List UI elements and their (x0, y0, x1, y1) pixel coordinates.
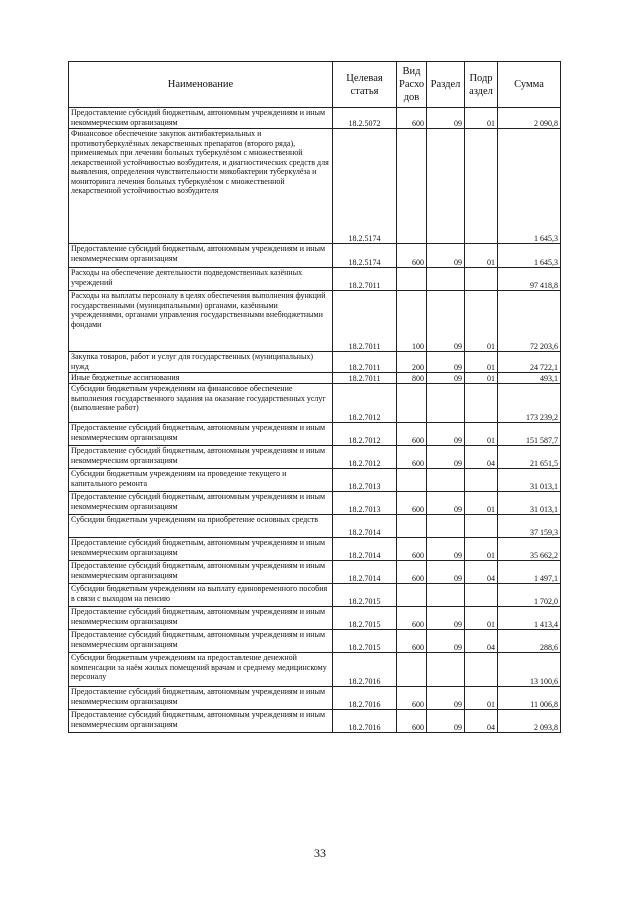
cell-section (427, 515, 465, 538)
cell-expense-type: 600 (397, 492, 427, 515)
table-row (69, 492, 561, 515)
cell-subsection (465, 469, 498, 492)
cell-subsection: 01 (465, 423, 498, 446)
cell-name: Субсидии бюджетным учреждениям на проведение текущего и капитального ремонта (69, 469, 333, 492)
cell-sum: 1 702,0 (498, 584, 561, 607)
cell-section (427, 268, 465, 291)
header-section: Раздел (427, 62, 465, 108)
cell-article: 18.2.7013 (333, 469, 397, 492)
cell-subsection: 01 (465, 373, 498, 384)
table-row (69, 352, 561, 373)
cell-name: Предоставление субсидий бюджетным, автономным учреждениям и иным некоммерческим организациям (69, 423, 333, 446)
table-row (69, 515, 561, 538)
cell-article: 18.2.7016 (333, 710, 397, 733)
cell-sum: 31 013,1 (498, 492, 561, 515)
cell-sum: 288,6 (498, 630, 561, 653)
cell-section: 09 (427, 607, 465, 630)
cell-name: Предоставление субсидий бюджетным, автономным учреждениям и иным некоммерческим организациям (69, 687, 333, 710)
cell-sum: 31 013,1 (498, 469, 561, 492)
cell-expense-type: 800 (397, 373, 427, 384)
cell-subsection: 01 (465, 291, 498, 352)
table-row (69, 584, 561, 607)
cell-section (427, 469, 465, 492)
cell-name: Расходы на обеспечение деятельности подведомственных казённых учреждений (69, 268, 333, 291)
cell-expense-type: 200 (397, 352, 427, 373)
cell-section: 09 (427, 423, 465, 446)
cell-article: 18.2.7015 (333, 630, 397, 653)
cell-subsection: 01 (465, 244, 498, 268)
cell-expense-type: 600 (397, 710, 427, 733)
cell-expense-type (397, 584, 427, 607)
cell-name: Предоставление субсидий бюджетным, автономным учреждениям и иным некоммерческим организациям (69, 538, 333, 561)
cell-name: Предоставление субсидий бюджетным, автономным учреждениям и иным некоммерческим организациям (69, 607, 333, 630)
table-row (69, 423, 561, 446)
cell-section: 09 (427, 630, 465, 653)
cell-expense-type: 600 (397, 607, 427, 630)
cell-sum: 1 645,3 (498, 129, 561, 244)
cell-section (427, 129, 465, 244)
cell-expense-type: 600 (397, 108, 427, 129)
table-row (69, 384, 561, 423)
cell-article: 18.2.5174 (333, 244, 397, 268)
cell-subsection (465, 584, 498, 607)
cell-section: 09 (427, 710, 465, 733)
cell-subsection (465, 384, 498, 423)
cell-subsection: 04 (465, 446, 498, 469)
cell-name: Субсидии бюджетным учреждениям на финансовое обеспечение выполнения государственного задания на оказание государственных услуг (выполнение работ) (69, 384, 333, 423)
cell-name: Предоставление субсидий бюджетным, автономным учреждениям и иным некоммерческим организациям (69, 446, 333, 469)
cell-name: Закупка товаров, работ и услуг для государственных (муниципальных) нужд (69, 352, 333, 373)
table-body (69, 108, 561, 733)
cell-expense-type: 600 (397, 446, 427, 469)
cell-name: Предоставление субсидий бюджетным, автономным учреждениям и иным некоммерческим организациям (69, 492, 333, 515)
cell-article: 18.2.7013 (333, 492, 397, 515)
cell-section: 09 (427, 687, 465, 710)
cell-sum: 21 651,5 (498, 446, 561, 469)
cell-sum: 13 100,6 (498, 653, 561, 687)
table-row (69, 108, 561, 129)
cell-name: Предоставление субсидий бюджетным, автономным учреждениям и иным некоммерческим организациям (69, 561, 333, 584)
cell-expense-type (397, 653, 427, 687)
table-row (69, 630, 561, 653)
table-row (69, 129, 561, 244)
table-row (69, 469, 561, 492)
cell-article: 18.2.7011 (333, 291, 397, 352)
cell-subsection (465, 515, 498, 538)
cell-article: 18.2.7011 (333, 373, 397, 384)
cell-name: Субсидии бюджетным учреждениям на приобретение основных средств (69, 515, 333, 538)
cell-name: Предоставление субсидий бюджетным, автономным учреждениям и иным некоммерческим организациям (69, 244, 333, 268)
cell-expense-type: 600 (397, 538, 427, 561)
cell-expense-type: 600 (397, 561, 427, 584)
cell-sum: 72 203,6 (498, 291, 561, 352)
table-row (69, 607, 561, 630)
table-row (69, 446, 561, 469)
cell-subsection: 01 (465, 538, 498, 561)
cell-sum: 2 090,8 (498, 108, 561, 129)
cell-sum: 24 722,1 (498, 352, 561, 373)
table-row (69, 687, 561, 710)
cell-article: 18.2.7014 (333, 561, 397, 584)
cell-expense-type (397, 384, 427, 423)
cell-name: Финансовое обеспечение закупок антибактериальных и противотуберкулёзных лекарственных препаратов (второго ряда), применяемых при лечении больных туберкулёзом с множественной лекарственной устойчивостью возбудителя, и диагностических средств для выявления, определения чувствительности микобактерии туберкулёза и мониторинга лечения больных туберкулёзом с множественной лекарственной устойчивостью возбудителя (69, 129, 333, 244)
cell-sum: 35 662,2 (498, 538, 561, 561)
cell-section: 09 (427, 291, 465, 352)
cell-subsection: 04 (465, 710, 498, 733)
cell-sum: 2 093,8 (498, 710, 561, 733)
cell-article: 18.2.7012 (333, 446, 397, 469)
cell-section (427, 584, 465, 607)
cell-article: 18.2.5072 (333, 108, 397, 129)
cell-sum: 173 239,2 (498, 384, 561, 423)
cell-expense-type (397, 129, 427, 244)
cell-name: Субсидии бюджетным учреждениям на выплату единовременного пособия в связи с выходом на пенсию (69, 584, 333, 607)
page-number: 33 (314, 846, 326, 860)
cell-name: Предоставление субсидий бюджетным, автономным учреждениям и иным некоммерческим организациям (69, 630, 333, 653)
cell-article: 18.2.7014 (333, 515, 397, 538)
header-subsection: Подр аздел (465, 62, 498, 108)
cell-sum: 1 497,1 (498, 561, 561, 584)
cell-section: 09 (427, 446, 465, 469)
cell-section: 09 (427, 373, 465, 384)
cell-section (427, 384, 465, 423)
table-header-row (69, 62, 561, 108)
cell-section: 09 (427, 492, 465, 515)
cell-article: 18.2.7012 (333, 423, 397, 446)
cell-subsection (465, 653, 498, 687)
cell-expense-type (397, 515, 427, 538)
cell-article: 18.2.7015 (333, 607, 397, 630)
cell-sum: 37 159,3 (498, 515, 561, 538)
table-row (69, 268, 561, 291)
cell-subsection: 01 (465, 352, 498, 373)
table-row (69, 373, 561, 384)
cell-name: Субсидии бюджетным учреждениям на предоставление денежной компенсации за наём жилых помещений врачам и среднему медицинскому персоналу (69, 653, 333, 687)
table-row (69, 710, 561, 733)
cell-subsection: 04 (465, 630, 498, 653)
cell-expense-type: 600 (397, 630, 427, 653)
table-row (69, 244, 561, 268)
cell-article: 18.2.7014 (333, 538, 397, 561)
cell-expense-type: 600 (397, 244, 427, 268)
cell-subsection (465, 129, 498, 244)
table-row (69, 291, 561, 352)
cell-subsection (465, 268, 498, 291)
header-sum: Сумма (498, 62, 561, 108)
cell-section: 09 (427, 538, 465, 561)
cell-sum: 493,1 (498, 373, 561, 384)
header-name: Наименование (69, 62, 333, 108)
header-article: Целевая статья (333, 62, 397, 108)
cell-article: 18.2.7011 (333, 352, 397, 373)
cell-section: 09 (427, 352, 465, 373)
cell-section: 09 (427, 108, 465, 129)
cell-name: Расходы на выплаты персоналу в целях обеспечения выполнения функций государственными (муниципальными) органами, казёнными учреждениями, органами управления государственными внебюджетными фондами (69, 291, 333, 352)
cell-article: 18.2.5174 (333, 129, 397, 244)
cell-subsection: 01 (465, 687, 498, 710)
cell-subsection: 01 (465, 108, 498, 129)
budget-table (68, 61, 561, 733)
cell-section (427, 653, 465, 687)
cell-article: 18.2.7016 (333, 687, 397, 710)
cell-subsection: 04 (465, 561, 498, 584)
cell-expense-type (397, 469, 427, 492)
cell-sum: 151 587,7 (498, 423, 561, 446)
cell-expense-type (397, 268, 427, 291)
cell-subsection: 01 (465, 492, 498, 515)
header-expense-type: Вид Расхо дов (397, 62, 427, 108)
cell-expense-type: 600 (397, 687, 427, 710)
cell-section: 09 (427, 244, 465, 268)
cell-name: Предоставление субсидий бюджетным, автономным учреждениям и иным некоммерческим организациям (69, 108, 333, 129)
cell-subsection: 01 (465, 607, 498, 630)
cell-name: Иные бюджетные ассигнования (69, 373, 333, 384)
table-row (69, 653, 561, 687)
table-row (69, 561, 561, 584)
cell-article: 18.2.7011 (333, 268, 397, 291)
cell-sum: 11 006,8 (498, 687, 561, 710)
cell-article: 18.2.7012 (333, 384, 397, 423)
cell-sum: 97 418,8 (498, 268, 561, 291)
cell-section: 09 (427, 561, 465, 584)
cell-name: Предоставление субсидий бюджетным, автономным учреждениям и иным некоммерческим организациям (69, 710, 333, 733)
cell-article: 18.2.7016 (333, 653, 397, 687)
cell-article: 18.2.7015 (333, 584, 397, 607)
table-row (69, 538, 561, 561)
cell-expense-type: 100 (397, 291, 427, 352)
cell-sum: 1 413,4 (498, 607, 561, 630)
cell-sum: 1 645,3 (498, 244, 561, 268)
cell-expense-type: 600 (397, 423, 427, 446)
